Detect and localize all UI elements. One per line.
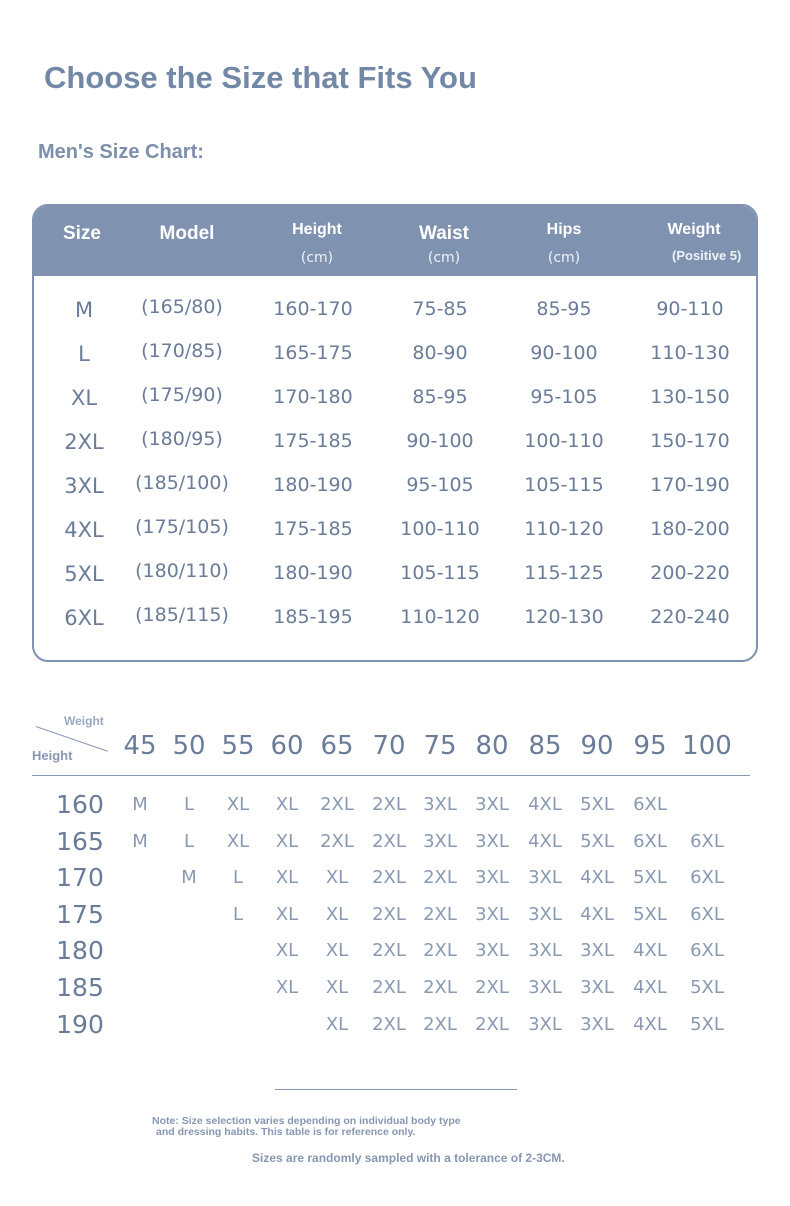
grid-cell: 4XL [528,794,562,815]
cell-waist: 75-85 [412,298,468,320]
footer-divider [275,1089,517,1090]
cell-model: (165/80) [141,296,223,318]
header-hips: Hips [546,221,582,238]
cell-height: 185-195 [273,606,353,628]
grid-cell: 2XL [423,1013,457,1035]
grid-cell: XL [325,867,349,889]
table-row [34,518,756,562]
grid-cell: 3XL [528,903,562,925]
cell-height: 175-185 [273,430,353,452]
cell-weight: 220-240 [650,606,730,628]
cell-weight: 110-130 [650,342,730,364]
grid-cell: 3XL [475,940,509,962]
grid-cell: 2XL [320,794,354,815]
weight-column-header: 75 [423,731,457,761]
height-row-header: 180 [56,936,104,966]
header-waist: Waist [419,223,469,244]
height-row-header: 165 [56,826,104,856]
grid-cell: 3XL [528,1013,562,1035]
cell-model: (180/110) [135,560,229,582]
grid-cell: 2XL [320,830,354,852]
header-waist-unit: (cm) [427,250,461,266]
height-row-header: 170 [56,863,104,893]
tolerance-note: Sizes are randomly sampled with a tolerance of 2-3CM. [252,1151,565,1165]
size-chart-header [34,206,756,276]
cell-hips: 90-100 [530,342,598,364]
grid-cell: 4XL [580,903,614,925]
grid-cell: 3XL [475,794,509,815]
height-row-header: 185 [56,973,104,1002]
grid-cell: M [132,830,148,852]
grid-cell: 6XL [633,830,667,852]
grid-cell: 2XL [475,977,509,998]
height-row-header: 160 [56,790,104,819]
cell-model: (185/100) [135,472,229,494]
grid-cell: XL [325,903,349,925]
cell-weight: 200-220 [650,562,730,584]
grid-cell: 5XL [690,977,724,998]
height-row-header: 175 [56,899,104,929]
cell-height: 165-175 [273,342,353,364]
cell-waist: 95-105 [406,474,474,496]
table-row [34,606,756,650]
grid-cell: 2XL [475,1013,509,1035]
cell-model: (180/95) [141,428,223,450]
grid-cell: 4XL [633,940,667,962]
section-title: Men's Size Chart: [38,141,204,163]
table-row [34,342,756,386]
cell-waist: 90-100 [406,430,474,452]
weight-column-header: 55 [221,731,255,761]
grid-cell: 4XL [633,977,667,998]
grid-cell: 2XL [372,830,406,852]
cell-height: 175-185 [273,518,353,540]
table-row [34,562,756,606]
grid-cell: 6XL [690,830,724,852]
grid-cell: XL [275,977,299,998]
cell-waist: 100-110 [400,518,480,540]
weight-column-header: 50 [172,731,206,761]
grid-cell: 6XL [690,867,724,889]
cell-hips: 105-115 [524,474,604,496]
grid-cell: M [132,794,148,815]
size-chart-table [32,204,758,662]
grid-cell: 6XL [633,794,667,815]
weight-axis-label: Weight [64,714,104,728]
grid-cell: XL [275,794,299,815]
grid-cell: 3XL [580,1013,614,1035]
cell-weight: 170-190 [650,474,730,496]
grid-cell: 3XL [475,867,509,889]
grid-cell: 4XL [528,830,562,852]
header-model: Model [159,223,215,244]
grid-cell: 2XL [372,977,406,998]
grid-cell: 2XL [372,940,406,962]
grid-cell: 2XL [372,903,406,925]
grid-cell: XL [325,940,349,962]
header-height: Height [292,221,342,238]
height-row-header: 190 [56,1009,104,1039]
grid-cell: L [232,867,244,889]
grid-cell: XL [226,794,250,815]
grid-cell: XL [275,867,299,889]
footnote [152,1116,461,1138]
cell-weight: 90-110 [656,298,724,320]
cell-weight: 150-170 [650,430,730,452]
grid-cell: 3XL [528,977,562,998]
header-weight-unit: (Positive 5) [672,248,742,263]
cell-waist: 110-120 [400,606,480,628]
grid-cell: XL [275,940,299,962]
grid-cell: XL [226,830,250,852]
weight-column-header: 90 [580,731,614,761]
cell-weight: 130-150 [650,386,730,408]
grid-cell: 4XL [633,1013,667,1035]
cell-size: 5XL [64,562,104,586]
cell-height: 180-190 [273,474,353,496]
table-row [34,386,756,430]
cell-hips: 85-95 [536,298,592,320]
grid-cell: 3XL [580,940,614,962]
grid-cell: L [183,794,195,815]
grid-cell: L [183,830,195,852]
table-row [34,474,756,518]
grid-cell: 2XL [423,977,457,998]
grid-cell: 3XL [580,977,614,998]
header-hips-unit: (cm) [547,250,581,266]
grid-cell: XL [275,830,299,852]
cell-model: (175/105) [135,516,229,538]
grid-cell: L [232,903,244,925]
grid-cell: 3XL [475,830,509,852]
cell-weight: 180-200 [650,518,730,540]
cell-waist: 105-115 [400,562,480,584]
weight-column-header: 100 [682,731,732,761]
cell-size: XL [70,386,98,410]
weight-column-header: 45 [123,731,157,761]
header-height-unit: (cm) [300,250,334,266]
grid-divider [32,775,750,776]
cell-height: 180-190 [273,562,353,584]
weight-column-header: 85 [528,731,562,761]
cell-size: 3XL [64,474,104,498]
grid-cell: XL [325,977,349,998]
cell-size: L [78,342,90,366]
cell-hips: 110-120 [524,518,604,540]
grid-cell: 5XL [580,830,614,852]
grid-cell: XL [325,1013,349,1035]
footnote-line-1: Note: Size selection varies depending on individual body type [152,1115,461,1127]
header-weight: Weight [667,221,721,238]
grid-cell: 3XL [475,903,509,925]
cell-model: (175/90) [141,384,223,406]
grid-cell: 2XL [372,867,406,889]
cell-waist: 80-90 [412,342,468,364]
grid-cell: 3XL [528,940,562,962]
footnote-line-2: and dressing habits. This table is for reference only. [156,1126,416,1138]
weight-column-header: 80 [475,731,509,761]
cell-model: (170/85) [141,340,223,362]
table-row [34,430,756,474]
weight-column-header: 95 [633,731,667,761]
cell-size: 2XL [64,430,104,454]
page-title: Choose the Size that Fits You [44,60,477,95]
cell-hips: 100-110 [524,430,604,452]
cell-model: (185/115) [135,604,229,626]
cell-height: 160-170 [273,298,353,320]
header-size: Size [62,223,102,244]
grid-cell: 6XL [690,940,724,962]
height-axis-label: Height [32,748,73,763]
grid-cell: 4XL [580,867,614,889]
cell-size: M [74,298,94,322]
grid-cell: 2XL [372,794,406,815]
grid-cell: 6XL [690,903,724,925]
grid-cell: 3XL [528,867,562,889]
table-row [34,298,756,342]
grid-cell: XL [275,903,299,925]
grid-cell: 2XL [423,940,457,962]
grid-cell: M [181,867,197,889]
cell-size: 6XL [64,606,104,630]
grid-cell: 2XL [423,867,457,889]
grid-cell: 5XL [633,867,667,889]
grid-cell: 2XL [372,1013,406,1035]
cell-hips: 120-130 [524,606,604,628]
grid-cell: 5XL [633,903,667,925]
grid-cell: 5XL [690,1013,724,1035]
grid-cell: 5XL [580,794,614,815]
cell-size: 4XL [64,518,104,542]
cell-waist: 85-95 [412,386,468,408]
cell-hips: 95-105 [530,386,598,408]
grid-cell: 3XL [423,794,457,815]
weight-column-header: 60 [270,731,304,761]
weight-column-header: 65 [320,731,354,761]
grid-cell: 3XL [423,830,457,852]
cell-hips: 115-125 [524,562,604,584]
grid-cell: 2XL [423,903,457,925]
weight-column-header: 70 [372,731,406,761]
cell-height: 170-180 [273,386,353,408]
